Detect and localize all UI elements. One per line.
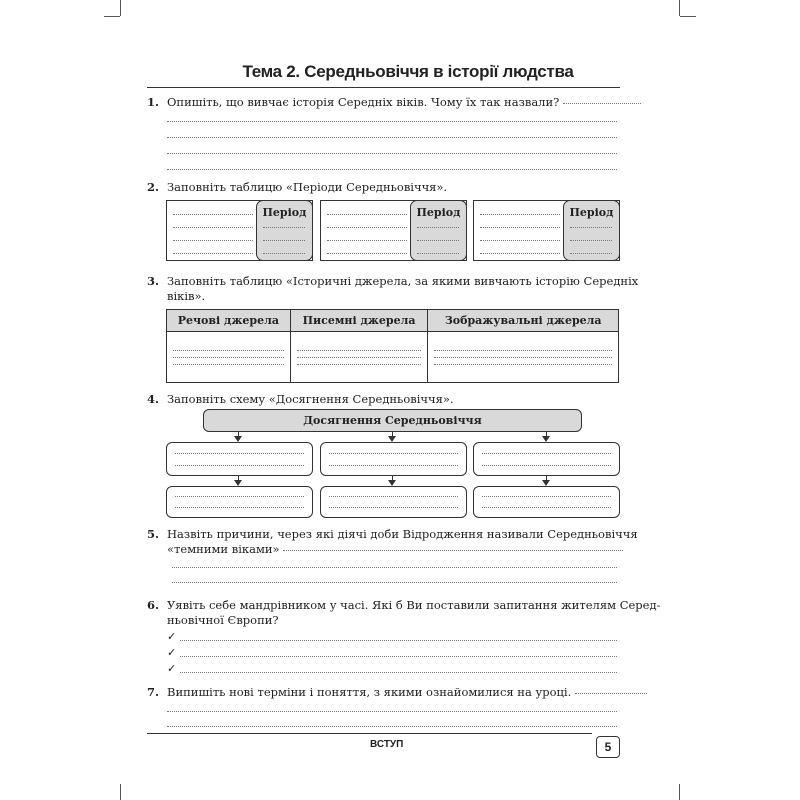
table-cell[interactable] — [428, 332, 619, 383]
answer-line[interactable] — [570, 253, 612, 254]
section-label: ВСТУП — [370, 739, 404, 750]
answer-line[interactable] — [167, 711, 617, 712]
answer-line[interactable] — [283, 550, 623, 551]
answer-line[interactable] — [563, 103, 641, 104]
task-number: 3. — [147, 274, 160, 288]
task-2-text: Заповніть таблицю «Періоди Середньовіччя». — [167, 180, 448, 194]
answer-line[interactable] — [173, 253, 253, 254]
period-label: Період — [569, 206, 614, 219]
task-1-text: Опишіть, що вивчає історія Середніх віків. Чому їх так назвали? — [167, 95, 560, 109]
answer-line[interactable] — [417, 227, 459, 228]
check-icon: ✓ — [167, 662, 177, 675]
answer-line[interactable] — [173, 357, 284, 358]
answer-line[interactable] — [327, 227, 407, 228]
task-6-text-line2: ньовічної Європи? — [167, 613, 279, 627]
table-cell[interactable] — [167, 332, 291, 383]
answer-line[interactable] — [480, 240, 560, 241]
table-header-row — [167, 310, 619, 332]
answer-line[interactable] — [434, 357, 612, 358]
answer-line[interactable] — [297, 364, 422, 365]
answer-line[interactable] — [434, 364, 612, 365]
answer-line[interactable] — [327, 214, 407, 215]
scheme-box — [320, 486, 467, 518]
answer-line[interactable] — [167, 726, 617, 727]
answer-line[interactable] — [329, 507, 458, 508]
answer-line[interactable] — [175, 496, 304, 497]
footer-rule — [147, 733, 592, 734]
period-box — [473, 200, 620, 261]
answer-line[interactable] — [327, 240, 407, 241]
task-number: 4. — [147, 392, 160, 406]
period-box — [320, 200, 467, 261]
sources-table — [166, 309, 619, 383]
crop-mark — [679, 0, 680, 16]
task-3-text-line1: Заповніть таблицю «Історичні джерела, за якими вивчають історію Середніх — [167, 274, 639, 288]
crop-mark — [104, 16, 120, 17]
task-text — [167, 95, 641, 110]
answer-line[interactable] — [173, 350, 284, 351]
task-3-text-line2: віків». — [167, 289, 206, 303]
task-7-text: Випишіть нові терміни і поняття, з якими ознайомилися на уроці. — [167, 685, 572, 699]
column-header: Писемні джерела — [290, 310, 428, 332]
task-text — [167, 542, 623, 557]
crop-mark — [120, 0, 121, 16]
answer-line[interactable] — [480, 214, 560, 215]
answer-line[interactable] — [482, 453, 611, 454]
answer-line[interactable] — [329, 496, 458, 497]
answer-line[interactable] — [480, 227, 560, 228]
answer-line[interactable] — [172, 567, 617, 568]
page-title: Тема 2. Середньовіччя в історії людства — [242, 62, 574, 81]
table-cell[interactable] — [290, 332, 428, 383]
answer-line[interactable] — [417, 240, 459, 241]
scheme-box — [166, 442, 313, 476]
answer-line[interactable] — [180, 656, 617, 657]
answer-line[interactable] — [167, 137, 617, 138]
period-label: Період — [416, 206, 461, 219]
answer-line[interactable] — [180, 640, 617, 641]
answer-line[interactable] — [173, 227, 253, 228]
title-rule — [147, 87, 620, 88]
task-number: 1. — [147, 95, 160, 109]
column-header: Речові джерела — [167, 310, 291, 332]
answer-line[interactable] — [180, 672, 617, 673]
answer-line[interactable] — [173, 240, 253, 241]
answer-line[interactable] — [482, 507, 611, 508]
answer-line[interactable] — [297, 350, 422, 351]
task-5-text-line1: Назвіть причини, через які діячі доби Відродження називали Середньовіччя — [167, 527, 638, 541]
answer-line[interactable] — [417, 253, 459, 254]
task-number: 5. — [147, 527, 160, 541]
period-cell — [410, 200, 467, 261]
answer-line[interactable] — [329, 453, 458, 454]
answer-line[interactable] — [570, 227, 612, 228]
answer-line[interactable] — [175, 465, 304, 466]
scheme-box — [473, 442, 620, 476]
answer-line[interactable] — [263, 253, 305, 254]
answer-line[interactable] — [329, 465, 458, 466]
task-number: 2. — [147, 180, 160, 194]
answer-line[interactable] — [297, 357, 422, 358]
check-icon: ✓ — [167, 646, 177, 659]
check-icon: ✓ — [167, 630, 177, 643]
period-cell — [563, 200, 620, 261]
scheme-box — [473, 486, 620, 518]
period-box — [166, 200, 313, 261]
task-number: 6. — [147, 598, 160, 612]
answer-line[interactable] — [175, 507, 304, 508]
scheme-title: Досягнення Середньовіччя — [203, 409, 582, 432]
column-header: Зображувальні джерела — [428, 310, 619, 332]
answer-line[interactable] — [482, 496, 611, 497]
answer-line[interactable] — [173, 364, 284, 365]
answer-line[interactable] — [480, 253, 560, 254]
answer-line[interactable] — [570, 240, 612, 241]
task-5-text-line2: «темними віками» — [167, 542, 280, 556]
task-6-text-line1: Уявіть себе мандрівником у часі. Які б Ви поставили запитання жителям Серед- — [167, 598, 661, 612]
answer-line[interactable] — [173, 214, 253, 215]
crop-mark — [120, 784, 121, 800]
answer-line[interactable] — [167, 121, 617, 122]
answer-line[interactable] — [172, 582, 617, 583]
answer-line[interactable] — [434, 350, 612, 351]
scheme-box — [166, 486, 313, 518]
answer-line[interactable] — [263, 240, 305, 241]
scheme-box — [320, 442, 467, 476]
answer-line[interactable] — [263, 227, 305, 228]
period-label: Період — [262, 206, 307, 219]
crop-mark — [679, 784, 680, 800]
task-text — [167, 685, 647, 700]
page-number: 5 — [596, 736, 620, 758]
answer-line[interactable] — [167, 153, 617, 154]
answer-line[interactable] — [482, 465, 611, 466]
answer-line[interactable] — [175, 453, 304, 454]
answer-line[interactable] — [575, 693, 647, 694]
period-cell — [256, 200, 313, 261]
answer-line[interactable] — [327, 253, 407, 254]
task-4-text: Заповніть схему «Досягнення Середньовіччя». — [167, 392, 454, 406]
table-row — [167, 332, 619, 383]
answer-line[interactable] — [167, 169, 617, 170]
crop-mark — [680, 16, 696, 17]
task-number: 7. — [147, 685, 160, 699]
